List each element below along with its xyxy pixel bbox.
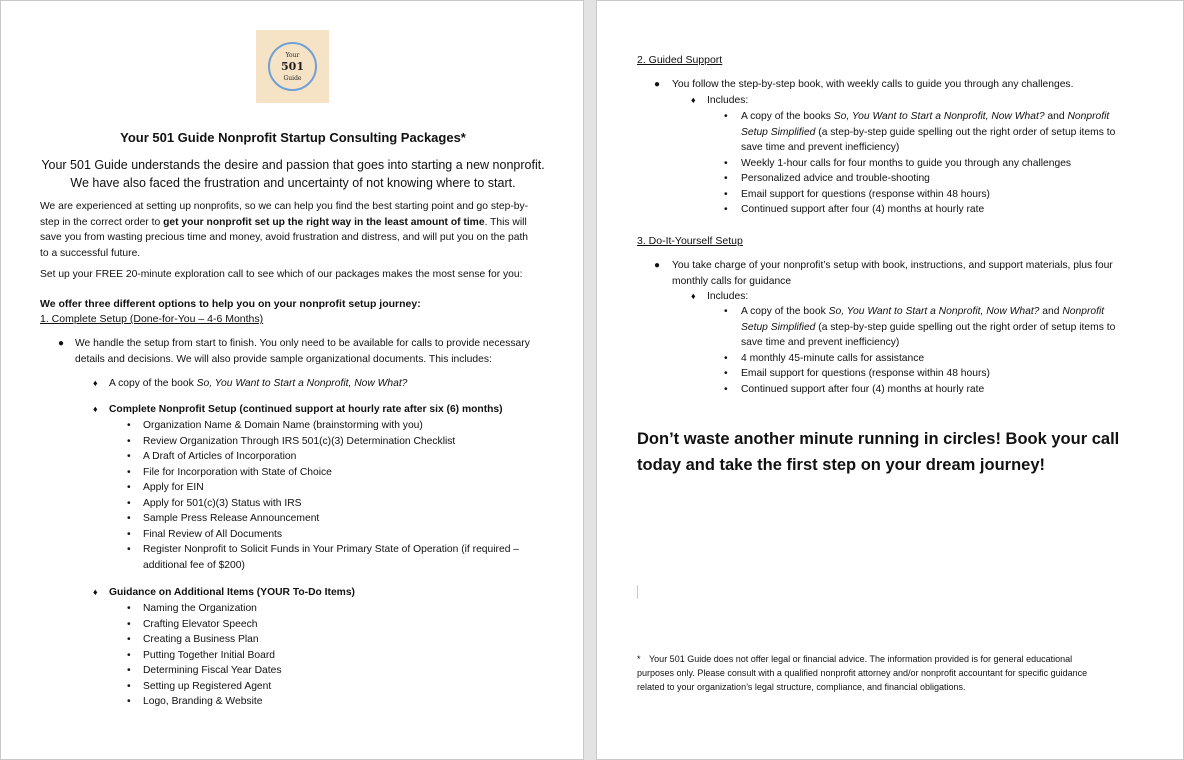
list-item: • Creating a Business Plan — [127, 634, 259, 645]
setup-list — [127, 418, 519, 573]
bullet-icon: ● — [654, 79, 661, 90]
list-item: • Personalized advice and trouble-shooting — [724, 173, 930, 184]
diamond-bullet-icon: ♦ — [93, 378, 98, 388]
includes-label: Includes: — [707, 291, 749, 302]
list-item: • Putting Together Initial Board — [127, 649, 276, 661]
list-item: • Determining Fiscal Year Dates — [127, 665, 282, 676]
option3-heading: 3. Do-It-Yourself Setup — [637, 235, 743, 247]
setup-heading: Complete Nonprofit Setup (continued support at hourly rate after six (6) months) — [109, 404, 503, 415]
list-item: • Logo, Branding & Website — [127, 696, 263, 707]
list-item: • Crafting Elevator Speech — [127, 618, 258, 630]
list-item: • Weekly 1-hour calls for four months to guide you through any challenges — [724, 157, 1072, 169]
diamond-bullet-icon: ♦ — [691, 95, 696, 105]
intro-text: Your 501 Guide understands the desire and passion that goes into starting a new nonprofit. We have also faced the frustration and uncertainty of not knowing where to start. — [41, 158, 545, 190]
call-to-action: Don’t waste another minute running in circles! Book your call today and take the first step on your dream journey! — [637, 430, 1120, 474]
list-item: • Sample Press Release Announcement — [127, 513, 320, 524]
includes-label: Includes: — [707, 95, 749, 106]
document-title: Your 501 Guide Nonprofit Startup Consulting Packages* — [120, 130, 466, 145]
options-heading: We offer three different options to help you on your nonprofit setup journey: — [40, 298, 421, 310]
list-item: • Register Nonprofit to Solicit Funds in Your Primary State of Operation (if required – — [127, 544, 520, 555]
list-item: • Organization Name & Domain Name (brainstorming with you) — [127, 420, 423, 431]
option3-description: You take charge of your nonprofit’s setup with book, instructions, and support materials, plus four monthly calls for guidance — [672, 260, 1113, 287]
text-cursor — [637, 585, 638, 599]
list-item: • Final Review of All Documents — [127, 528, 283, 540]
experience-paragraph: We are experienced at setting up nonprofits, so we can help you find the best starting point and go step-by- step in the correct order to get your nonprofit set up the right way in the least amount of time. This will save you from wasting precious time and money, avoid frustration and distress, and will put you on the path to a successful future. — [40, 201, 529, 259]
your-501-guide-logo: Your 501 Guide — [256, 30, 329, 103]
option2-heading: 2. Guided Support — [637, 54, 723, 66]
option2-list — [724, 109, 1144, 218]
list-item: • Continued support after four (4) months at hourly rate — [724, 383, 985, 395]
diamond-bullet-icon: ♦ — [93, 404, 98, 414]
option1-description: We handle the setup from start to finish. You only need to be available for calls to provide necessary details and decisions. We will also provide sample organizational documents. This includes: — [75, 338, 530, 365]
list-item: • Setting up Registered Agent — [127, 680, 272, 692]
bullet-icon: ● — [58, 338, 65, 349]
option3-list — [724, 304, 1144, 397]
book-item: A copy of the book So, You Want to Start a Nonprofit, Now What? — [109, 378, 408, 389]
footnote: * Your 501 Guide does not offer legal or financial advice. The information provided is for general educational purposes only. Please consult with a qualified nonprofit attorney and/or nonprofit accountant for specific guidance related to your organization’s legal structure, compliance, and financial obligations. — [637, 654, 1088, 692]
guidance-heading: Guidance on Additional Items (YOUR To-Do Items) — [109, 587, 355, 598]
list-item: • Apply for EIN — [127, 482, 204, 493]
list-item-continued: additional fee of $200) — [143, 559, 245, 571]
diamond-bullet-icon: ♦ — [93, 587, 98, 597]
list-item: • Naming the Organization — [127, 603, 257, 614]
guidance-list — [127, 601, 282, 710]
document-page-2 — [596, 0, 1184, 760]
list-item: • Apply for 501(c)(3) Status with IRS — [127, 497, 302, 509]
diamond-bullet-icon: ♦ — [691, 291, 696, 301]
option2-description: You follow the step-by-step book, with weekly calls to guide you through any challenges. — [672, 79, 1074, 90]
list-item: • A copy of the book So, You Want to Start a Nonprofit, Now What? and Nonprofit Setup Simplified (a step-by-step guide spelling out the right order of setup items to save time and prevent inefficiency) — [724, 306, 1116, 348]
list-item: • A copy of the books So, You Want to Start a Nonprofit, Now What? and Nonprofit Setup Simplified (a step-by-step guide spelling out the right order of setup items to save time and prevent inefficiency) — [724, 111, 1116, 153]
list-item: • Review Organization Through IRS 501(c)(3) Determination Checklist — [127, 435, 456, 447]
list-item: • File for Incorporation with State of Choice — [127, 466, 332, 478]
exploration-call-paragraph: Set up your FREE 20-minute exploration call to see which of our packages makes the most sense for you: — [40, 269, 523, 280]
list-item: • A Draft of Articles of Incorporation — [127, 451, 297, 462]
list-item: • Email support for questions (response within 48 hours) — [724, 188, 990, 200]
option1-heading: 1. Complete Setup (Done-for-You – 4-6 Months) — [40, 313, 264, 325]
list-item: • Email support for questions (response within 48 hours) — [724, 368, 990, 379]
list-item: • 4 monthly 45-minute calls for assistance — [724, 352, 925, 364]
list-item: • Continued support after four (4) months at hourly rate — [724, 204, 985, 215]
bullet-icon: ● — [654, 260, 661, 271]
document-page-1 — [0, 0, 584, 760]
